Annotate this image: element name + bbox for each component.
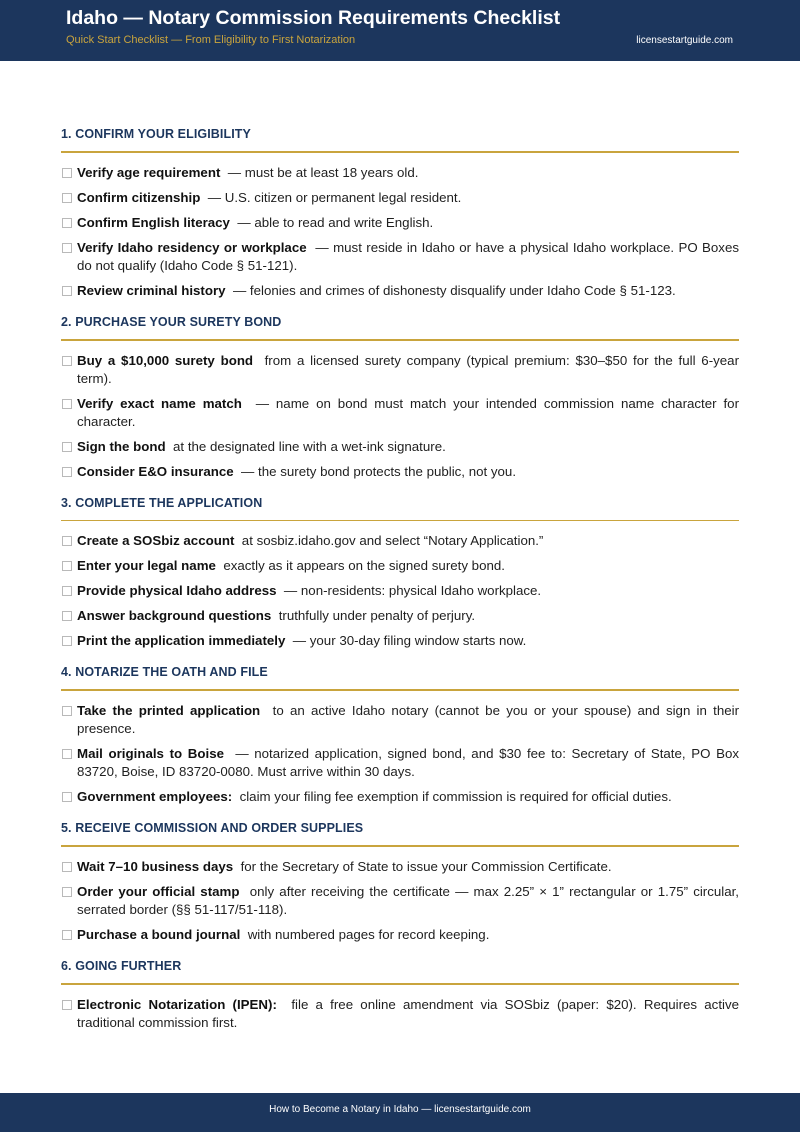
checklist-item bbox=[61, 858, 739, 876]
section-heading: 5. RECEIVE COMMISSION AND ORDER SUPPLIES bbox=[61, 821, 739, 847]
checklist-item bbox=[61, 164, 739, 182]
item-text: — notarized application, signed bond, and $30 fee to: Secretary of State, PO Box 83720, Boise, ID 83720-0080. Must arrive within 30 days. bbox=[77, 746, 740, 779]
checkbox-icon[interactable] bbox=[62, 862, 72, 872]
item-text: — must reside in Idaho or have a physical Idaho workplace. PO Boxes do not qualify (Idaho Code § 51-121). bbox=[77, 240, 739, 273]
checklist-item bbox=[61, 189, 739, 207]
checkbox-icon[interactable] bbox=[62, 442, 72, 452]
checkbox-icon[interactable] bbox=[62, 561, 72, 571]
item-title: Mail originals to Boise bbox=[77, 746, 224, 761]
checklist-item bbox=[61, 395, 739, 431]
item-title: Answer background questions bbox=[77, 608, 272, 623]
checkbox-icon[interactable] bbox=[62, 467, 72, 477]
item-title: Consider E&O insurance bbox=[77, 464, 234, 479]
item-text: with numbered pages for record keeping. bbox=[247, 927, 490, 942]
page-header bbox=[0, 0, 800, 61]
checklist-item bbox=[61, 532, 739, 550]
item-title: Confirm citizenship bbox=[77, 190, 201, 205]
checkbox-icon[interactable] bbox=[62, 243, 72, 253]
page-subtitle: Quick Start Checklist — From Eligibility to First Notarization bbox=[66, 34, 356, 46]
item-text: — felonies and crimes of dishonesty disqualify under Idaho Code § 51-123. bbox=[232, 283, 676, 298]
checklist-item bbox=[61, 788, 739, 806]
checklist-item bbox=[61, 607, 739, 625]
checklist-item bbox=[61, 996, 739, 1032]
section-going-further bbox=[61, 959, 739, 1032]
item-text: truthfully under penalty of perjury. bbox=[278, 608, 476, 623]
checklist-item bbox=[61, 282, 739, 300]
item-text: — non-residents: physical Idaho workplace. bbox=[283, 583, 542, 598]
checkbox-icon[interactable] bbox=[62, 706, 72, 716]
item-title: Take the printed application bbox=[77, 703, 261, 718]
checkbox-icon[interactable] bbox=[62, 930, 72, 940]
item-title: Buy a $10,000 surety bond bbox=[77, 353, 254, 368]
item-text: — the surety bond protects the public, not you. bbox=[241, 464, 517, 479]
item-text: file a free online amendment via SOSbiz (paper: $20). Requires active traditional commission first. bbox=[77, 997, 740, 1030]
section-heading: 3. COMPLETE THE APPLICATION bbox=[61, 496, 739, 521]
item-text: at sosbiz.idaho.gov and select “Notary Application.” bbox=[241, 533, 544, 548]
section-heading: 2. PURCHASE YOUR SURETY BOND bbox=[61, 315, 739, 341]
section-oath-file bbox=[61, 665, 739, 806]
item-title: Purchase a bound journal bbox=[77, 927, 241, 942]
section-heading: 4. NOTARIZE THE OATH AND FILE bbox=[61, 665, 739, 691]
checklist-item bbox=[61, 883, 739, 919]
checkbox-icon[interactable] bbox=[62, 1000, 72, 1010]
checklist-item bbox=[61, 463, 739, 481]
checkbox-icon[interactable] bbox=[62, 356, 72, 366]
item-title: Print the application immediately bbox=[77, 633, 286, 648]
item-title: Verify exact name match bbox=[77, 396, 242, 411]
item-title: Electronic Notarization (IPEN): bbox=[77, 997, 277, 1012]
item-text: claim your filing fee exemption if commission is required for official duties. bbox=[239, 789, 672, 804]
checklist-item bbox=[61, 582, 739, 600]
checklist-item bbox=[61, 557, 739, 575]
item-title: Review criminal history bbox=[77, 283, 226, 298]
checkbox-icon[interactable] bbox=[62, 586, 72, 596]
checkbox-icon[interactable] bbox=[62, 536, 72, 546]
checklist-item bbox=[61, 239, 739, 275]
checkbox-icon[interactable] bbox=[62, 399, 72, 409]
checklist-item bbox=[61, 352, 739, 388]
section-application bbox=[61, 496, 739, 650]
item-text: — name on bond must match your intended commission name character for character. bbox=[77, 396, 739, 429]
footer-text: How to Become a Notary in Idaho — licensestartguide.com bbox=[269, 1104, 531, 1115]
item-text: only after receiving the certificate — max 2.25” × 1” rectangular or 1.75” circular, serrated border (§§ 51-117/51-118). bbox=[77, 884, 740, 917]
item-text: from a licensed surety company (typical premium: $30–$50 for the full 6-year term). bbox=[77, 353, 740, 386]
checkbox-icon[interactable] bbox=[62, 887, 72, 897]
checklist-content bbox=[61, 127, 739, 1047]
item-text: — U.S. citizen or permanent legal resident. bbox=[207, 190, 462, 205]
checkbox-icon[interactable] bbox=[62, 749, 72, 759]
item-title: Provide physical Idaho address bbox=[77, 583, 277, 598]
item-title: Sign the bond bbox=[77, 439, 166, 454]
section-eligibility bbox=[61, 127, 739, 300]
item-text: at the designated line with a wet-ink signature. bbox=[173, 439, 446, 454]
item-title: Verify Idaho residency or workplace bbox=[77, 240, 307, 255]
page-footer bbox=[0, 1093, 800, 1132]
checkbox-icon[interactable] bbox=[62, 792, 72, 802]
checkbox-icon[interactable] bbox=[62, 636, 72, 646]
checkbox-icon[interactable] bbox=[62, 168, 72, 178]
checklist-item bbox=[61, 632, 739, 650]
checklist-item bbox=[61, 438, 739, 456]
item-text: exactly as it appears on the signed surety bond. bbox=[223, 558, 505, 573]
item-text: for the Secretary of State to issue your Commission Certificate. bbox=[240, 859, 612, 874]
item-title: Government employees: bbox=[77, 789, 233, 804]
item-title: Create a SOSbiz account bbox=[77, 533, 235, 548]
item-title: Order your official stamp bbox=[77, 884, 240, 899]
item-title: Wait 7–10 business days bbox=[77, 859, 234, 874]
item-title: Enter your legal name bbox=[77, 558, 216, 573]
section-commission-supplies bbox=[61, 821, 739, 944]
checkbox-icon[interactable] bbox=[62, 218, 72, 228]
site-url: licensestartguide.com bbox=[636, 35, 733, 46]
checklist-item bbox=[61, 745, 739, 781]
item-title: Confirm English literacy bbox=[77, 215, 230, 230]
checklist-item bbox=[61, 702, 739, 738]
item-text: — must be at least 18 years old. bbox=[227, 165, 419, 180]
item-text: — able to read and write English. bbox=[237, 215, 434, 230]
checkbox-icon[interactable] bbox=[62, 193, 72, 203]
section-surety-bond bbox=[61, 315, 739, 481]
checklist-item bbox=[61, 926, 739, 944]
checklist-item bbox=[61, 214, 739, 232]
item-text: — your 30-day filing window starts now. bbox=[292, 633, 527, 648]
item-text: to an active Idaho notary (cannot be you or your spouse) and sign in their presence. bbox=[77, 703, 740, 736]
section-heading: 1. CONFIRM YOUR ELIGIBILITY bbox=[61, 127, 739, 153]
section-heading: 6. GOING FURTHER bbox=[61, 959, 739, 985]
checkbox-icon[interactable] bbox=[62, 611, 72, 621]
page-title: Idaho — Notary Commission Requirements Checklist bbox=[66, 7, 561, 29]
checkbox-icon[interactable] bbox=[62, 286, 72, 296]
item-title: Verify age requirement bbox=[77, 165, 221, 180]
